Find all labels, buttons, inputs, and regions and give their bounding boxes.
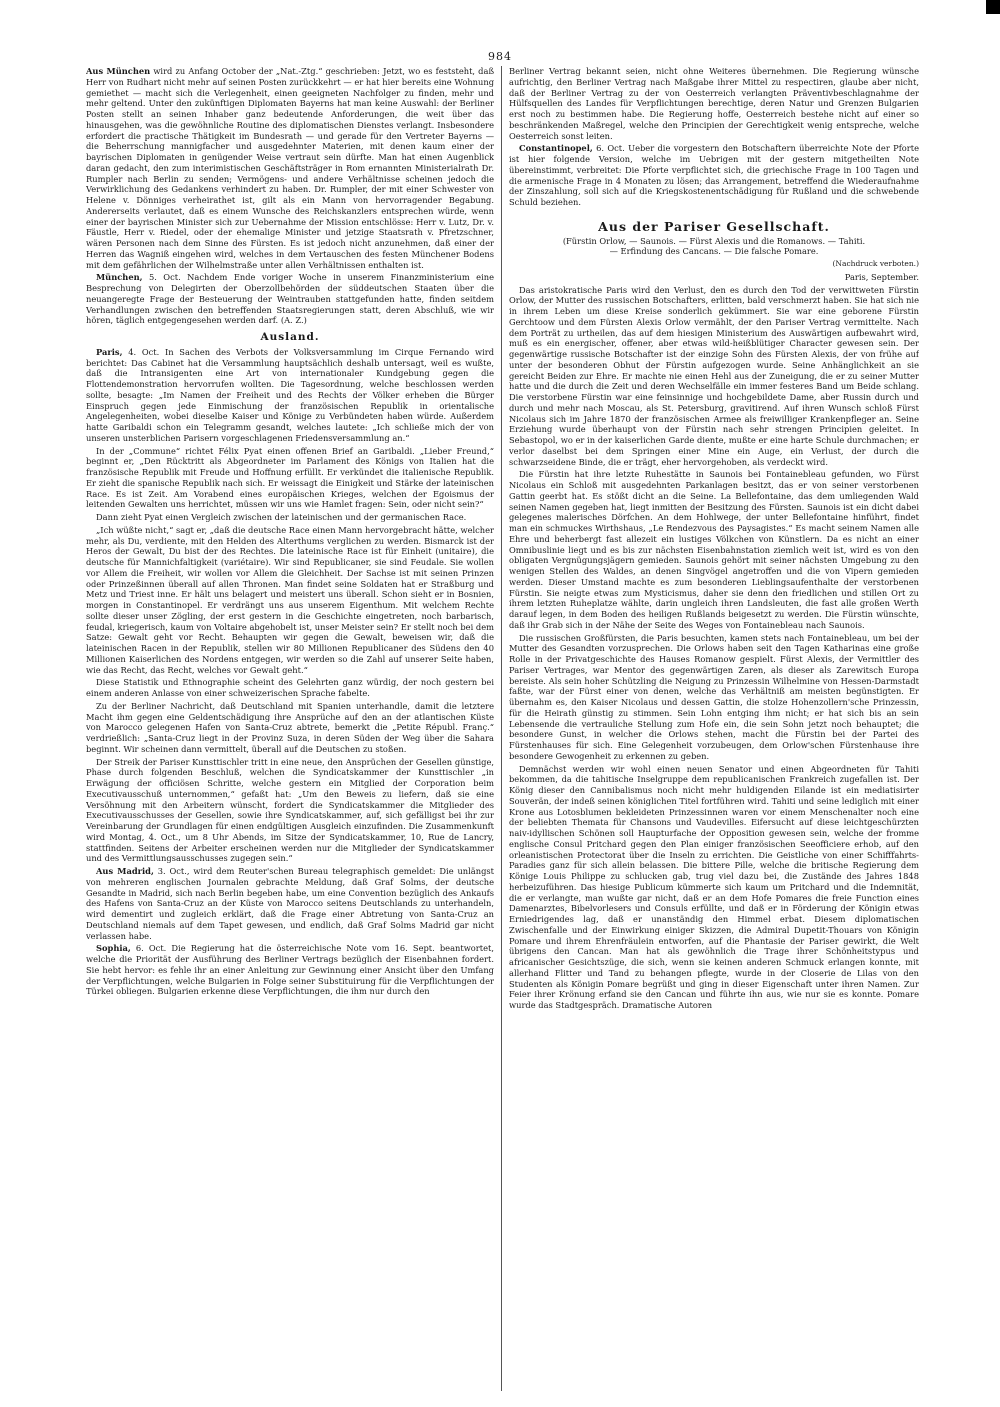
reprint-notice: (Nachdruck verboten.) xyxy=(832,259,919,268)
article-paris-7: Der Streik der Pariser Kunsttischler tritt in eine neue, den Ansprüchen der Gesellen günstige, Phase durch folgenden Beschluß, welchen die Syndicatskammer der Kunsttischler „in Erwägung der officiösen Schritte, welche gestern ein Mitglied der Corporation beim Executivausschuß unternommen,“ gefaßt hat: „Um den Beweis zu liefern, daß sie eine Versöhnung mit den Arbeitern wünscht, fordert die Syndicatskammer die Mitglieder des Executivausschusses der Gesellen, sowie ihre Syndicatskammer, auf, sich gefälligst bei ihr zur Vereinbarung der Grundlagen für einen endgültigen Ausgleich einzufinden. Die Zusammenkunft wird Montag, 4. Oct., um 8 Uhr Abends, im Sitze der Syndicatskammer, 10, Rue de Lancry, stattfinden. Seitens der Arbeiter erscheinen werden nur die Mitglieder der Syndicatskammer und des Vermittlungsausschusses zugegen sein.“ xyxy=(86,756,494,864)
article-munich-2 xyxy=(86,272,494,326)
source-signature: (A. Z.) xyxy=(280,315,307,326)
article-constantinopel xyxy=(509,143,919,208)
article-paris-2: In der „Commune“ richtet Félix Pyat einen offenen Brief an Garibaldi. „Lieber Freund,“ beginnt er, „Den Rücktritt als Abgeordneter im Parlament des Königs von Italien hat die französische Republik mit Freude und Hoffnung erfüllt. Er verkündet die italienische Republik. Er zieht die spanische Republik nach sich. Er weissagt die Einigkeit und Stärke der lateinischen Race. Es ist Zeit. Am Vorabend eines europäischen Krieges, welchen der Egoismus der leitenden Gewalten uns herrichtet, müssen wir uns wie Hamlet fragen: Sein, oder nicht sein?“ xyxy=(86,445,494,510)
article-text: 3. Oct., wird dem Reuter'schen Bureau telegraphisch gemeldet: Die unlängst von mehreren englischen Journalen gebrachte Meldung, daß Graf Solms, der deutsche Gesandte in Madrid, sich nach Berlin begeben habe, um eine Convention bezüglich des Ankaufs des Hafens von Santa-Cruz an der Küste von Marocco seitens Deutschlands zu unterhandeln, wird dementirt und zugleich erklärt, daß die Frage einer Abtretung von Santa-Cruz an Deutschland niemals auf dem Tapet gewesen, und endlich, daß Graf Solms Madrid gar nicht verlassen habe. xyxy=(86,866,494,941)
dateline-place: Paris, xyxy=(96,346,123,357)
left-column xyxy=(86,66,494,1391)
article-text: 4. Oct. In Sachen des Verbots der Volksversammlung im Cirque Fernando wird berichtet: Das Cabinet hat die Versammlung hauptsächlich deshalb untersagt, weil es wußte, daß die Intransigenten eine Art von internationaler Kundgebung gegen die Flottendemonstration hervorrufen wollten. Die Tagesordnung, welche beschlossen werden sollte, besagte: „Im Namen der Freiheit und des Rechts der Völker erheben die Bürger Einspruch gegen jede Einmischung der französischen Republik in orientalische Angelegenheiten, wobei dieselbe Kaiser und Könige zu Verbündeten haben würde. Außerdem hatte Garibaldi schon ein Telegramm gesandt, welches lautete: „Ich schließe mich der von unseren unsterblichen Parisern vorgeschlagenen Friedensversammlung an.“ xyxy=(86,346,494,443)
feuilleton-paragraph: Die russischen Großfürsten, die Paris besuchten, kamen stets nach Fontainebleau, um bei der Mutter des Gesandten vorzusprechen. Die Orlows haben seit den Tagen Katharinas eine große Rolle in der Privatgeschichte des Hauses Romanow gespielt. Fürst Alexis, der Vermittler des Pariser Vertrages, war Mentor des gegenwärtigen Zaren, als dieser als Zarewitsch Europa bereiste. Als sein hoher Schützling die Neigung zu Prinzessin Wilhelmine von Hessen-Darmstadt faßte, war der Fürst einer von denen, welche das Verhältniß am meisten begünstigten. Er übernahm es, den Kaiser Nicolaus und dessen Gattin, die stolze Hohenzollern'sche Prinzessin, für die Heirath günstig zu stimmen. Sein Lohn entging ihm nicht; er hat sich bis an sein Lebensende die vertrauliche Stellung zum Hofe ein, die sein Sohn jetzt noch behauptet; die besondere Gunst, in welcher die Orlows stehen, macht die Fürstin bei der Partei des Fürstenhauses für sich. Eine Gelegenheit vorzubeugen, dem Orlow'schen Fürstenhause ihre besondere Gewogenheit zu erkennen zu geben. xyxy=(509,632,919,761)
right-column xyxy=(509,66,919,1391)
dateline-place: Aus München xyxy=(86,66,151,76)
dateline-place: Aus Madrid, xyxy=(96,866,154,876)
article-sophia xyxy=(86,943,494,997)
dateline-place: München, xyxy=(96,272,143,283)
article-paris-6: Zu der Berliner Nachricht, daß Deutschland mit Spanien unterhandle, damit die letztere Macht ihm gegen eine Geldentschädigung ihre Ansprüche auf den an der atlantischen Küste von Marocco gelegenen Hafen von Santa-Cruz abtrete, bemerkt die „Petite Républ. Franç.“ verdrießlich: „Santa-Cruz liegt in der Provinz Suza, in deren Süden der Weg über die Sahara beginnt. Wir scheinen dann vermittelt, überall auf die Deutschen zu stoßen. xyxy=(86,700,494,754)
feuilleton-paragraph: Demnächst werden wir wohl einen neuen Senator und einen Abgeordneten für Tahiti bekommen, da die tahitische Inselgruppe dem republicanischen Frankreich zugefallen ist. Der König dieser den Cannibalismus noch nicht mehr huldigenden Eilande ist ein mediatisirter Souverän, der indeß seinen königlichen Titel fortführen wird. Tahiti und seine lediglich mit einer Krone aus Lotosblumen bekleideten Prinzessinnen waren vor einem Menschenalter noch eine der beliebten Themata für Chansons und Vaudevilles. Eifersucht auf diese leichtgeschürzten naiv-idyllischen Schönen soll Haupturfache der Opposition gewesen sein, welche der fromme englische Consul Pritchard gegen den Plan einiger französischen Seeofficiere erhob, auf den orleanistischen Protectorat über die Inseln zu errichten. Die Geistliche von einer Schifffahrts-Paradies ganz für sich allein belassen. Die bittere Pille, welche die britische Regierung dem Könige Louis Philippe zu schlucken gab, trug viel dazu bei, die Zustände des Jahres 1848 herbeizuführen. Das hiesige Publicum kümmerte sich kaum um Pritchard und die Indemnität, die er verlangte, man wußte gar nicht, daß er an dem Hofe Pomares die freie Function eines Damenarztes, Bibelvorlesers und Consuls erfüllte, und daß er in Förderung der Königin etwas Erniedrigendes lag, daß er unanständig den Himmel erbat. Diesem diplomatischen Zwischenfalle und der Einwirkung einiger Skizzen, die Admiral Dupetit-Thouars von Königin Pomare und ihrem Ehrenfräulein entworfen, auf die Phantasie der Pariser gewirkt, die Welt übrigens den Cancan. Man hat als gewöhnlich die Trage ihrer Schönheitstypus und africanischer Gesichtszüge, die sich, wenn sie keinen anderen Schmuck erlangen konnte, mit allerhand Flitter und Tand zu behangen pflegte, wurde in der Closerie de Lilas von den Studenten als Königin Pomare begrüßt und ging in dieser Eigenschaft unter ihren Namen. Zur Feier ihrer Krönung erfand sie den Cancan und führte ihn aus, wie nur sie es konnte. Pomare wurde das Stadtgespräch. Dramatische Autoren xyxy=(509,763,919,1010)
feuilleton-subtitle-line: (Fürstin Orlow, — Saunois. — Fürst Alexis und die Romanows. — Tahiti. xyxy=(562,235,866,246)
article-paris-5: Diese Statistik und Ethnographie scheint des Gelehrten ganz würdig, der noch gestern bei einem anderen Anlasse von einer schweizerischen Sprache fabelte. xyxy=(86,677,494,698)
article-text: 6. Oct. Ueber die vorgestern den Botschaftern überreichte Note der Pforte ist hier folgende Version, welche im Uebrigen mit der gestern mitgetheilten Note übereinstimmt, verbreitet: Die Pforte verpflichtet sich, die griechische Frage in 100 Tagen und die armenische Frage in 4 Monaten zu lösen; das Arrangement, betreffend die Wiederaufnahme der Zinszahlung, soll sich auf die Kriegskostenentschädigung für Rußland und die schwebende Schuld beziehen. xyxy=(509,143,919,207)
dateline-place: Constantinopel, xyxy=(519,143,593,154)
article-paris-1 xyxy=(86,347,494,444)
article-munich-1 xyxy=(86,66,494,270)
feuilleton-subtitle xyxy=(509,236,919,258)
article-text: 6. Oct. Die Regierung hat die österreichische Note vom 16. Sept. beantwortet, welche die Priorität der Ausführung des Berliner Vertrags bezüglich der Eisenbahnen fordert. Sie hebt hervor: es fehle ihr an einer Anleitung zur Gewinnung einer Ansicht über den Umfang der Verpflichtungen, welche Bulgarien in Folge seiner Substituirung für die Verpflichtungen der Türkei obliegen. Bulgarien erkenne diese Verpflichtungen, die ihm nur durch den xyxy=(86,943,494,997)
feuilleton-paragraph: Das aristokratische Paris wird den Verlust, den es durch den Tod der verwittweten Fürstin Orlow, der Mutter des russischen Botschafters, erlitten, bald verschmerzt haben. Sie hat sich nie in ihrem Leben um diese Kreise sonderlich gekümmert. Sie war eine geborene Fürstin Gerchtoow und dem Fürsten Alexis Orlow vermählt, der den Pariser Vertrag vermittelte. Nach dem Porträt zu urtheilen, das auf dem hiesigen Ministerium des Auswärtigen aufbewahrt wird, muß es ein energischer, offener, aber etwas wild-heißblütiger Character gewesen sein. Der gegenwärtige russische Botschafter ist der einzige Sohn des Fürsten Alexis, der von frühe auf unter der besonderen Obhut der Fürstin aufgezogen wurde. Seine Anhänglichkeit an sie gereicht Beiden zur Ehre. Er machte nie einen Hehl aus der Zuneigung, die er zu seiner Mutter hatte und die durch die Zeit und deren Wechselfälle ein immer festeres Band um Beide schlang. Die verstorbene Fürstin war eine feinsinnige und hochgebildete Dame, aber Russin durch und durch und mehr nach Moscau, als St. Petersburg, gravitirend. Auf ihren Wunsch schloß Fürst Nicolaus sich im Jahre 1870 der französischen Armee als freiwilliger Krankenpfleger an. Seine Erziehung wurde überhaupt von der Fürstin nach sehr strengen Principien geleitet. In Sebastopol, wo er in der kaiserlichen Garde diente, mußte er eine harte Schule durchmachen; er verlor daselbst bei dem Springen einer Mine ein Auge, ein Verlust, der durch die schwarzseidene Binde, die er trägt, eher hervorgehoben, als verdeckt wird. xyxy=(509,284,919,467)
page-number: 984 xyxy=(488,50,512,63)
article-text: wird zu Anfang October der „Nat.-Ztg.“ geschrieben: Jetzt, wo es feststeht, daß Herr von Rudhart nicht mehr auf seinen Posten zurückkehrt — er hat hier bereits eine Wohnung gemiethet — macht sich die Verlegenheit, einen geeigneten Nachfolger zu finden, mehr und mehr geltend. Unter den zukünftigen Diplomaten Bayerns hat man keine Auswahl: der Berliner Posten stellt an seinen Inhaber ganz bedeutende Anforderungen, die weit über das hinausgehen, was die gewöhnliche Routine des diplomatischen Dienstes verlangt. Insbesondere erfordert die practische Thätigkeit im Bundesrath — und gerade für den Vertreter Bayerns — die Beherrschung mannigfacher und ausgedehnter Materien, mit denen kaum einer der bayrischen Diplomaten in genügender Weise vertraut sein dürfte. Man hat einen Augenblick daran gedacht, den zum interimistischen Geschäftsträger in Rom ernannten Ministerialrath Dr. Rumpler nach Berlin zu senden; Vermögens- und andere Verhältnisse scheinen jedoch die Verwirklichung des Gedankens verhindert zu haben. Dr. Rumpler, der mit einer Schwester von Helene v. Dönniges verheirathet ist, gilt als ein Mann von hervorragender Begabung. Andererseits verlautet, daß es einem Wunsche des Reichskanzlers entsprechen würde, wenn einer der bayrischen Minister sich zur Uebernahme der Mission entschlösse: Herr v. Lutz, Dr. v. Fäustle, Herr v. Riedel, oder der ehemalige Minister und jetzige Staatsrath v. Pfretzschner, wären Personen nach dem Sinne des Fürsten. Es ist jedoch nicht anzunehmen, daß einer der Herren das Wagniß eingehen wird, welches in dem Vertauschen des festen Münchener Bodens mit dem gefährlichen der Wilhelmstraße unter allen Verhältnissen enthalten ist. xyxy=(86,66,494,270)
section-heading-ausland: Ausland. xyxy=(260,331,320,343)
scan-edge-mark xyxy=(986,0,1000,14)
feuilleton-subtitle-line: — Erfindung des Cancans. — Die falsche Pomare. xyxy=(609,246,819,257)
feuilleton-paragraph: Die Fürstin hat ihre letzte Ruhestätte in Saunois bei Fontainebleau gefunden, wo Fürst Nicolaus ein Schloß mit ausgedehnten Parkanlagen besitzt, das er von seiner verstorbenen Gattin geerbt hat. Es stößt dicht an die Seine. La Bellefontaine, das dem umliegenden Wald seinen Namen gegeben hat, liegt inmitten der Besitzung des Fürsten. Saunois ist ein dicht dabei gelegenes malerisches Dörfchen. An dem Hohlwege, der unter Bellefontaine hinführt, findet man ein schmuckes Wirthshaus, „Le Rendezvous des Paysagistes.“ Es macht seinem Namen alle Ehre und beherbergt fast allezeit ein lustiges Völkchen von Künstlern. Da es nicht an einer Omnibuslinie liegt und es bis zur nächsten Eisenbahnstation ziemlich weit ist, wird es von den obligaten Vergnügungsjägern gemieden. Saunois gehört mit seiner nächsten Umgebung zu den wenigen Stellen des Waldes, an denen Singvögel angetroffen und die von Vipern gemieden werden. Dieser Umstand machte es zum besonderen Lieblingsaufenthalte der verstorbenen Fürstin. Sie neigte etwas zum Mysticismus, daher sie denn den friedlichen und stillen Ort zu ihrem letzten Ruheplatze wählte, darin ungleich ihren Landsleuten, die fast alle großen Werth darauf legen, in dem Boden des heiligen Rußlands beigesetzt zu werden. Die Fürstin wünschte, daß ihr Grab sich in der Nähe der Seite des Weges von Fontainebleau nach Saunois. xyxy=(509,469,919,630)
feuilleton-title: Aus der Pariser Gesellschaft. xyxy=(598,218,830,234)
article-paris-3: Dann zieht Pyat einen Vergleich zwischen der lateinischen und der germanischen Race. xyxy=(96,512,467,522)
dateline-place: Sophia, xyxy=(96,943,131,954)
article-paris-4: „Ich wüßte nicht,“ sagt er, „daß die deutsche Race einen Mann hervorgebracht hätte, welcher mehr, als Du, verdiente, mit den Helden des Alterthums verglichen zu werden. Bismarck ist der Heros der Gewalt, Du bist der des Rechtes. Die lateinische Race ist für Einheit (unitaire), die deutsche für Mannichfaltigkeit (variétaire). Wir sind Republicaner, sie sind Feudale. Sie wollen vor Allem die Freiheit, wir wollen vor Allem die Gleichheit. Der Sachse ist mit seinen Prinzen oder Prinzeßinnen überall auf allen Thronen. Man findet seine Soldaten hat er Straßburg und Metz und Triest inne. Er hält uns belagert und meistert uns überall. Schon sieht er in Bosnien, morgen in Constantinopel. Er verdrängt uns aus unserem Eigenthum. Mit welchem Rechte sollte dieser unser Zögling, der erst gestern in die Geschichte eingetreten, noch barbarisch, feudal, kriegerisch, kaum von Voltaire abgehobelt ist, unser Meister sein? Er stellt noch bei dem Satze: Gewalt geht vor Recht. Behaupten wir gegen die Gewalt, beweisen wir, daß die lateinischen Racen in der Republik, stellen wir 80 Millionen Republicaner des Südens den 40 Millionen Kaiserlichen des Nordens entgegen, wir werden so die Zahl auf unserer Seite haben, wie das Recht, das Recht, welches vor Gewalt geht.“ xyxy=(86,524,494,675)
article-madrid xyxy=(86,866,494,941)
feuilleton-dateline: Paris, September. xyxy=(844,271,919,282)
article-text: 5. Oct. Nachdem Ende voriger Woche in unserem Finanzministerium eine Besprechung von Delegirten der Oberzollbehörden der süddeutschen Staaten über die neuangeregte Frage der Besteuerung der Weintrauben stattgefunden hatte, finden seitdem Verhandlungen zwischen den betreffenden Staatsregierungen statt, deren Abschluß, wie wir hören, täglich entgegengesehen werden darf. xyxy=(86,272,494,326)
article-sophia-cont: Berliner Vertrag bekannt seien, nicht ohne Weiteres übernehmen. Die Regierung wünsche aufrichtig, den Berliner Vertrag nach Maßgabe ihrer Mittel zu respectiren, glaube aber nicht, daß der Berliner Vertrag zu der von Oesterreich verlangten Präventivbeschlagnahme der Hülfsquellen des Landes für Verpflichtungen berechtige, deren Natur und Grenzen Bulgarien erst noch zu bestimmen habe. Die Regierung hoffe, Oesterreich bestehe nicht auf einer so beschränkenden Maßregel, welche den Principien der Gerechtigkeit wenig entspreche, welche Oesterreich sonst leiten. xyxy=(509,66,919,141)
column-divider xyxy=(501,66,502,1391)
